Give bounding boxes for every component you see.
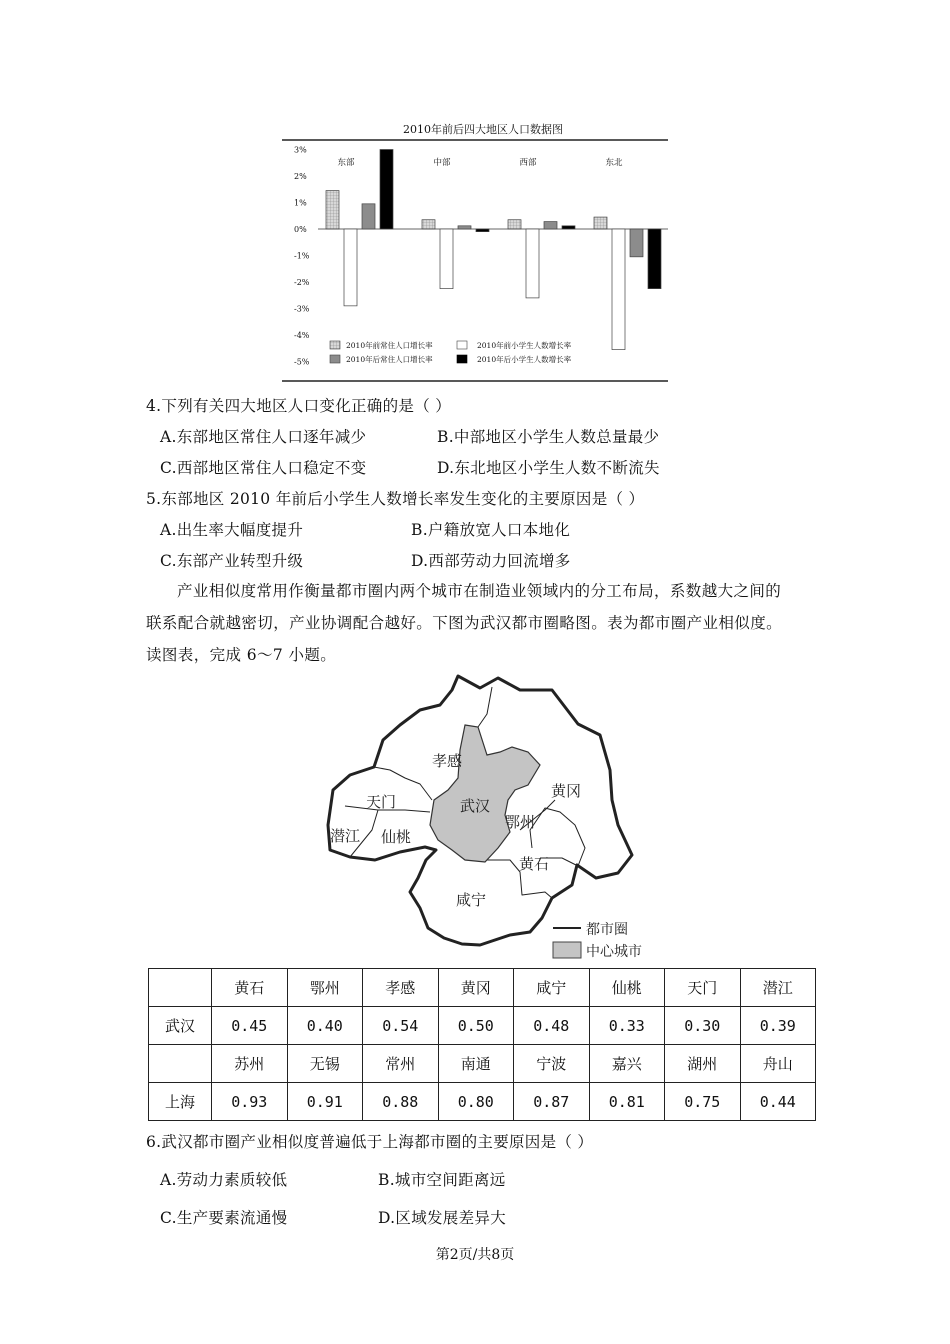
table-value-cell: 0.91 (287, 1083, 363, 1121)
table-value-cell: 0.54 (363, 1007, 439, 1045)
y-tick-label: 1% (294, 198, 307, 208)
legend-label-post-pupil: 2010年后小学生人数增长率 (477, 355, 572, 364)
table-header-cell: 嘉兴 (589, 1045, 665, 1083)
map-label-xiaogan: 孝感 (432, 752, 463, 770)
table-header-cell: 常州 (363, 1045, 439, 1083)
legend-label-post-resident: 2010年后常住人口增长率 (346, 355, 433, 364)
table-value-cell: 0.30 (665, 1007, 741, 1045)
passage-line-1: 产业相似度常用作衡量都市圈内两个城市在制造业领域内的分工布局，系数越大之间的 (177, 582, 782, 600)
table-value-cell: 0.48 (514, 1007, 590, 1045)
y-tick-label: -4% (294, 331, 310, 340)
table-header-cell: 无锡 (287, 1045, 363, 1083)
table-header-cell: 湖州 (665, 1045, 741, 1083)
table-row (149, 969, 816, 1007)
q5-stem: 5.东部地区 2010 年前后小学生人数增长率发生变化的主要原因是（ ） (146, 490, 645, 508)
y-tick-label: -1% (294, 251, 310, 261)
table-header-cell: 鄂州 (287, 969, 363, 1007)
table-value-cell: 0.40 (287, 1007, 363, 1045)
map-label-qianjiang: 潜江 (330, 827, 361, 845)
table-header-cell: 苏州 (212, 1045, 288, 1083)
legend-boundary-label: 都市圈 (586, 922, 628, 938)
q6-option-c: C.生产要素流通慢 (160, 1209, 288, 1227)
y-tick-label: 0% (294, 225, 307, 234)
table-value-cell: 0.75 (665, 1083, 741, 1121)
table-row (149, 1007, 816, 1045)
table-value-cell: 0.80 (438, 1083, 514, 1121)
q6-stem: 6.武汉都市圈产业相似度普遍低于上海都市圈的主要原因是（ ） (146, 1133, 594, 1151)
q6-option-a: A.劳动力素质较低 (160, 1171, 288, 1189)
q5-option-a: A.出生率大幅度提升 (160, 521, 304, 539)
q6-option-d: D.区域发展差异大 (378, 1209, 507, 1227)
q5-option-c: C.东部产业转型升级 (160, 552, 304, 570)
legend-center-label: 中心城市 (586, 944, 642, 960)
table-header-cell: 宁波 (514, 1045, 590, 1083)
wuhan-region (430, 725, 540, 862)
q4-option-b: B.中部地区小学生人数总量最少 (437, 428, 660, 446)
map-label-xianning: 咸宁 (456, 891, 487, 909)
q5-option-d: D.西部劳动力回流增多 (411, 552, 571, 570)
y-tick-label: -3% (294, 304, 310, 314)
table-header-cell: 咸宁 (514, 969, 590, 1007)
legend-label-pre-resident: 2010年前常住人口增长率 (346, 341, 433, 350)
table-header-cell: 潜江 (740, 969, 816, 1007)
border-xiaogan-huanggang (478, 687, 492, 727)
table-header-cell: 天门 (665, 969, 741, 1007)
category-label: 西部 (519, 158, 537, 168)
q4-option-a: A.东部地区常住人口逐年减少 (160, 428, 367, 446)
q5-option-b: B.户籍放宽人口本地化 (411, 521, 571, 539)
chart-title: 2010年前后四大地区人口数据图 (403, 123, 563, 136)
table-header-cell: 黄冈 (438, 969, 514, 1007)
table-row (149, 1045, 816, 1083)
table-cell-empty (149, 1045, 212, 1083)
page-footer: 第2页/共8页 (435, 1247, 515, 1263)
legend-label-pre-pupil: 2010年前小学生人数增长率 (477, 341, 572, 350)
similarity-table (148, 968, 816, 1121)
y-tick-label: 3% (294, 145, 307, 155)
map-label-tianmen: 天门 (366, 793, 397, 811)
table-cell-empty (149, 969, 212, 1007)
q4-option-c: C.西部地区常住人口稳定不变 (160, 459, 367, 477)
category-label: 东北 (605, 158, 623, 168)
table-header-cell: 孝感 (363, 969, 439, 1007)
y-tick-label: 2% (294, 172, 307, 181)
table-header-cell: 舟山 (740, 1045, 816, 1083)
map-label-xiantao: 仙桃 (381, 828, 412, 846)
category-label: 中部 (433, 158, 451, 168)
table-header-cell: 仙桃 (589, 969, 665, 1007)
map-label-huanggang: 黄冈 (551, 782, 582, 800)
table-value-cell: 0.39 (740, 1007, 816, 1045)
map-label-wuhan: 武汉 (460, 797, 491, 815)
y-tick-label: -2% (294, 278, 310, 287)
table-header-cell: 南通 (438, 1045, 514, 1083)
map-label-huangshi: 黄石 (519, 855, 550, 873)
passage-line-3: 读图表，完成 6～7 小题。 (146, 646, 337, 664)
y-tick-label: -5% (294, 357, 310, 367)
legend-center-swatch (553, 942, 581, 958)
q4-option-d: D.东北地区小学生人数不断流失 (437, 459, 660, 477)
table-value-cell: 0.33 (589, 1007, 665, 1045)
table-value-cell: 0.44 (740, 1083, 816, 1121)
table-value-cell: 0.87 (514, 1083, 590, 1121)
table-value-cell: 0.93 (212, 1083, 288, 1121)
table-row-label-wuhan: 武汉 (149, 1007, 212, 1045)
q4-stem: 4.下列有关四大地区人口变化正确的是（ ） (146, 397, 452, 415)
table-value-cell: 0.50 (438, 1007, 514, 1045)
category-label: 东部 (337, 158, 355, 168)
map-label-ezhou: 鄂州 (505, 813, 536, 831)
q6-option-b: B.城市空间距离远 (378, 1171, 506, 1189)
table-value-cell: 0.45 (212, 1007, 288, 1045)
table-row-label-shanghai: 上海 (149, 1083, 212, 1121)
table-value-cell: 0.88 (363, 1083, 439, 1121)
table-header-cell: 黄石 (212, 969, 288, 1007)
passage-line-2: 联系配合就越密切，产业协调配合越好。下图为武汉都市圈略图。表为都市圈产业相似度。 (146, 614, 783, 632)
table-row (149, 1083, 816, 1121)
table-value-cell: 0.81 (589, 1083, 665, 1121)
